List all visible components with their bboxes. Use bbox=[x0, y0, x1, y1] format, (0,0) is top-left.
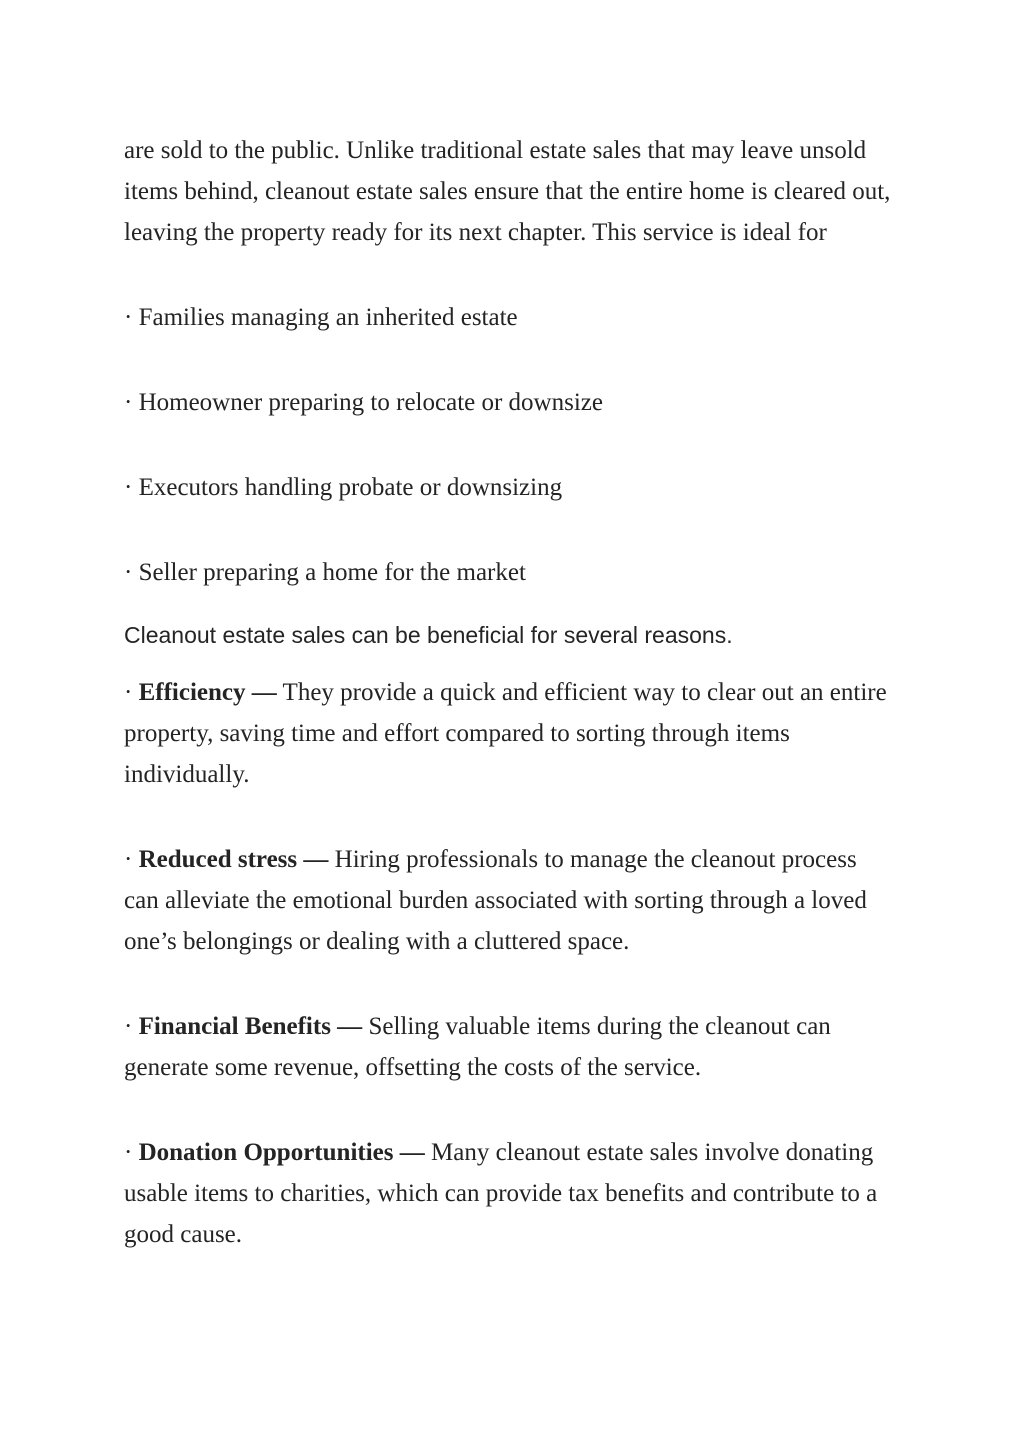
bullet: · bbox=[124, 1139, 139, 1166]
intro-paragraph: are sold to the public. Unlike traditional estate sales that may leave unsold items behind, cleanout estate sales ensure that the entire home is cleared out, leaving the property ready for its next chapter. This service is ideal for bbox=[124, 137, 891, 246]
audience-item: · Homeowner preparing to relocate or downsize bbox=[124, 389, 603, 416]
benefit-item-financial-benefits bbox=[124, 1006, 894, 1088]
benefit-item-reduced-stress bbox=[124, 839, 894, 962]
bullet: · bbox=[124, 1013, 139, 1040]
benefit-text: Hiring professionals to manage the cleanout process can alleviate the emotional burden associated with sorting through a loved one’s belongings or dealing with a cluttered space. bbox=[124, 846, 867, 955]
benefit-title: Donation Opportunities — bbox=[138, 1139, 425, 1166]
benefit-text: Selling valuable items during the cleanout can generate some revenue, offsetting the costs of the service. bbox=[124, 1013, 831, 1081]
benefit-text: They provide a quick and efficient way to clear out an entire property, saving time and effort compared to sorting through items individually. bbox=[124, 679, 887, 788]
audience-item: · Seller preparing a home for the market bbox=[124, 559, 526, 586]
audience-item: · Families managing an inherited estate bbox=[124, 304, 518, 331]
benefit-title: Financial Benefits — bbox=[138, 1013, 363, 1040]
benefit-title: Efficiency — bbox=[138, 679, 277, 706]
benefit-text: Many cleanout estate sales involve donating usable items to charities, which can provide tax benefits and contribute to a good cause. bbox=[124, 1139, 878, 1248]
benefits-lead: Cleanout estate sales can be beneficial for several reasons. bbox=[124, 622, 733, 648]
article-body bbox=[124, 130, 894, 1299]
bullet: · bbox=[124, 679, 139, 706]
benefit-title: Reduced stress — bbox=[138, 846, 329, 873]
audience-item: · Executors handling probate or downsizing bbox=[124, 474, 563, 501]
benefit-item-efficiency bbox=[124, 672, 894, 795]
benefit-item-donation-opportunities bbox=[124, 1132, 894, 1255]
bullet: · bbox=[124, 846, 139, 873]
